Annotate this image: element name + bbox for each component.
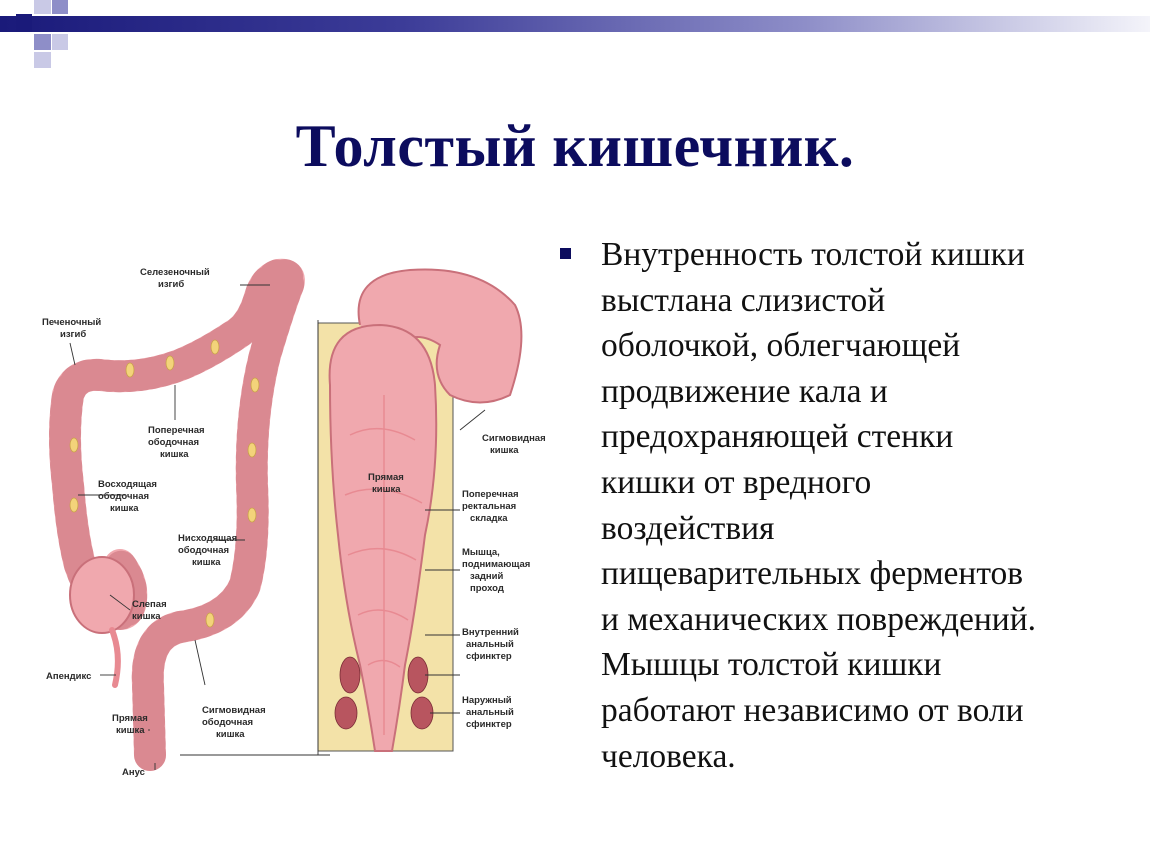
paragraph-line: Мышцы толстой кишки bbox=[601, 646, 942, 684]
paragraph-line: продвижение кала и bbox=[601, 372, 888, 410]
slide-title: Толстый кишечник. bbox=[295, 113, 855, 179]
paragraph-line: и механических повреждений. bbox=[601, 600, 1037, 638]
label-ascending-colon: Восходящая ободочная кишка bbox=[98, 479, 157, 514]
label-descending-colon: Нисходящая ободочная кишка bbox=[178, 533, 238, 568]
label-rectum-right: Прямая кишка bbox=[368, 472, 404, 495]
header-square bbox=[34, 34, 51, 50]
paragraph-line: человека. bbox=[601, 737, 736, 775]
paragraph-line: работают независимо от воли bbox=[601, 691, 1024, 729]
label-sigmoid-colon: Сигмовидная ободочная кишка bbox=[202, 705, 266, 740]
paragraph-line: Внутренность толстой кишки bbox=[601, 236, 1025, 273]
label-external-sphincter: Наружный анальный сфинктер bbox=[462, 695, 514, 730]
bullet-square-icon bbox=[560, 248, 571, 259]
large-intestine-illustration bbox=[30, 235, 555, 795]
label-internal-sphincter: Внутренний анальный сфинктер bbox=[462, 627, 519, 662]
paragraph-line: воздействия bbox=[601, 509, 775, 547]
paragraph-line: оболочкой, облегчающей bbox=[601, 327, 961, 365]
label-transverse-colon: Поперечная ободочная кишка bbox=[148, 425, 205, 460]
colon-diagram bbox=[42, 267, 330, 778]
paragraph-line: выстлана слизистой bbox=[601, 281, 886, 319]
paragraph-line: пищеварительных ферментов bbox=[601, 555, 1024, 593]
rectum-section-diagram bbox=[318, 269, 546, 755]
header-square bbox=[34, 52, 51, 68]
label-appendix: Апендикс bbox=[46, 671, 92, 682]
label-spleen-flexure: Селезеночный изгиб bbox=[140, 267, 210, 290]
header-square bbox=[52, 34, 68, 50]
label-liver-flexure: Печеночный изгиб bbox=[42, 317, 102, 340]
header-square bbox=[34, 0, 51, 14]
header-gradient-bar bbox=[0, 16, 1150, 32]
label-transverse-fold: Поперечная ректальная складка bbox=[462, 489, 519, 524]
label-sigmoid-right: Сигмовидная кишка bbox=[482, 433, 546, 456]
label-anus: Анус bbox=[122, 767, 145, 778]
header-square bbox=[16, 14, 32, 32]
label-levator-muscle: Мышца, поднимающая задний проход bbox=[462, 547, 531, 594]
paragraph-line: кишки от вредного bbox=[601, 463, 872, 501]
paragraph-line: предохраняющей стенки bbox=[601, 418, 954, 456]
label-rectum-left: Прямая кишка bbox=[112, 713, 148, 736]
bullet-paragraph bbox=[601, 232, 1116, 779]
label-cecum: Слепая кишка bbox=[132, 599, 167, 622]
header-square bbox=[52, 0, 68, 14]
